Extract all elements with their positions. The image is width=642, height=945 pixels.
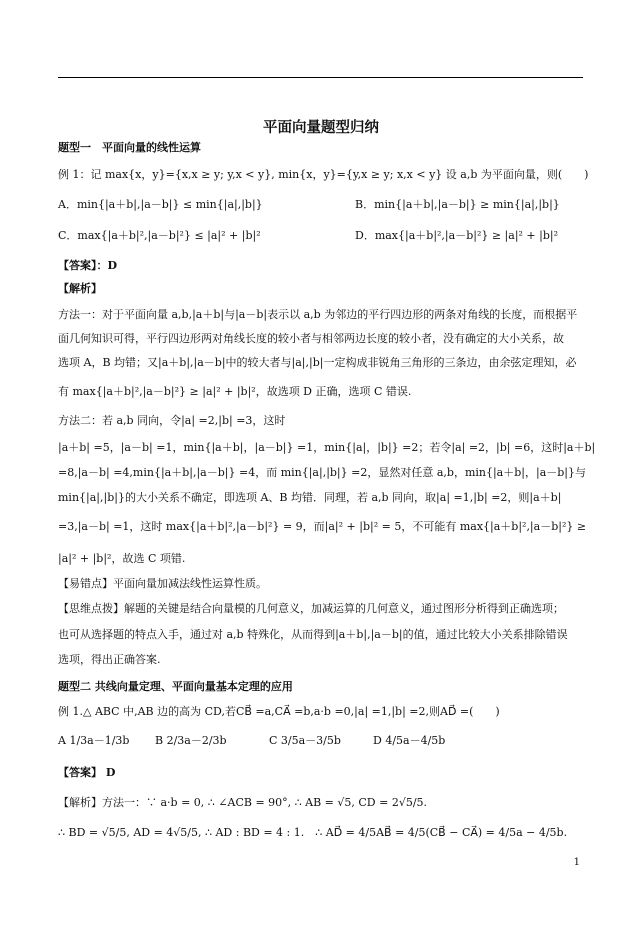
option-c: C．max{|a＋b|²,|a－b|²} ≤ |a|² + |b|²: [58, 229, 261, 242]
analysis-line-7: =8,|a－b| =4,min{|a＋b|,|a－b|} =4，而 min{|a|,|b|} =2，显然对任意 a,b，min{|a＋b|，|a－b|}与: [58, 466, 586, 479]
section-heading-1: 题型一 平面向量的线性运算: [58, 141, 201, 154]
option-b: B．min{|a＋b|,|a－b|} ≥ min{|a|,|b|}: [355, 198, 560, 211]
hint-line-2: 也可从选择题的特点入手，通过对 a,b 特殊化，从而得到|a＋b|,|a－b|的值，通过比较大小关系排除错误: [58, 628, 568, 641]
hint-line-1: 【思维点拨】解题的关键是结合向量模的几何意义，加减运算的几何意义，通过图形分析得到正确选项；: [58, 602, 564, 615]
document-title: 平面向量题型归纳: [263, 120, 379, 136]
example-1-stem: 例 1：记 max{x，y}={x,x ≥ y; y,x < y}, min{x，y}={y,x ≥ y; x,x < y} 设 a,b 为平面向量，则( ): [58, 168, 589, 181]
analysis-line-4: 有 max{|a＋b|²,|a－b|²} ≥ |a|² + |b|²，故选项 D 正确，选项 C 错误.: [58, 385, 412, 398]
analysis-line-5: 方法二：若 a,b 同向，令|a| =2,|b| =3，这时: [58, 414, 286, 427]
option-2a: A 1/3a－1/3b: [58, 734, 130, 747]
analysis-label: 【解析】: [58, 282, 102, 295]
section-heading-2: 题型二 共线向量定理、平面向量基本定理的应用: [58, 680, 293, 693]
answer-label: 【答案】：D: [58, 259, 118, 272]
options-row-cd: [58, 229, 583, 243]
analysis-line-10: |a|² + |b|²，故选 C 项错.: [58, 552, 186, 565]
option-2d: D 4/5a－4/5b: [373, 734, 446, 747]
analysis-2-line-1: 【解析】方法一：∵ a·b = 0, ∴ ∠ACB = 90°, ∴ AB = √5, CD = 2√5/5.: [58, 796, 428, 809]
analysis-line-8: min{|a|,|b|}的大小关系不确定，即选项 A、B 均错．同理，若 a,b 同向，取|a| =1,|b| =2，则|a＋b|: [58, 491, 562, 504]
analysis-line-9: =3,|a－b| =1，这时 max{|a＋b|²,|a－b|²} = 9，而|a|² + |b|² = 5，不可能有 max{|a＋b|²,|a－b|²} ≥: [58, 520, 587, 533]
option-d: D．max{|a＋b|²,|a－b|²} ≥ |a|² + |b|²: [355, 229, 559, 242]
hint-line-3: 选项，得出正确答案.: [58, 653, 161, 666]
analysis-line-6: |a＋b| =5，|a－b| =1，min{|a＋b|，|a－b|} =1，min{|a|，|b|} =2；若令|a| =2，|b| =6，这时|a＋b|: [58, 441, 596, 454]
page-number: 1: [573, 857, 580, 868]
header-rule: [58, 77, 583, 78]
option-2b: B 2/3a－2/3b: [155, 734, 227, 747]
analysis-2-line-2: ∴ BD = √5/5, AD = 4√5/5, ∴ AD : BD = 4 : 1. ∴ AD⃗ = 4/5AB⃗ = 4/5(CB⃗ − CA⃗) = 4/5a − 4/5b.: [58, 826, 568, 839]
example-2-stem: 例 1.△ ABC 中,AB 边的高为 CD,若CB⃗ =a,CA⃗ =b,a·b =0,|a| =1,|b| =2,则AD⃗ =( ): [58, 705, 500, 718]
analysis-line-3: 选项 A，B 均错；又|a＋b|,|a－b|中的较大者与|a|,|b|一定构成非锐角三角形的三条边，由余弦定理知，必: [58, 356, 577, 369]
analysis-line-1: 方法一：对于平面向量 a,b,|a＋b|与|a－b|表示以 a,b 为邻边的平行四边形的两条对角线的长度，而根据平: [58, 308, 578, 321]
option-2c: C 3/5a－3/5b: [269, 734, 341, 747]
options-row-ab: [58, 198, 583, 212]
answer-2-label: 【答案】 D: [58, 766, 116, 779]
pitfall-line: 【易错点】平面向量加减法线性运算性质。: [58, 577, 267, 590]
analysis-line-2: 面几何知识可得，平行四边形两对角线长度的较小者与相邻两边长度的较小者，没有确定的大小关系，故: [58, 332, 564, 345]
option-a: A．min{|a＋b|,|a－b|} ≤ min{|a|,|b|}: [58, 198, 263, 211]
